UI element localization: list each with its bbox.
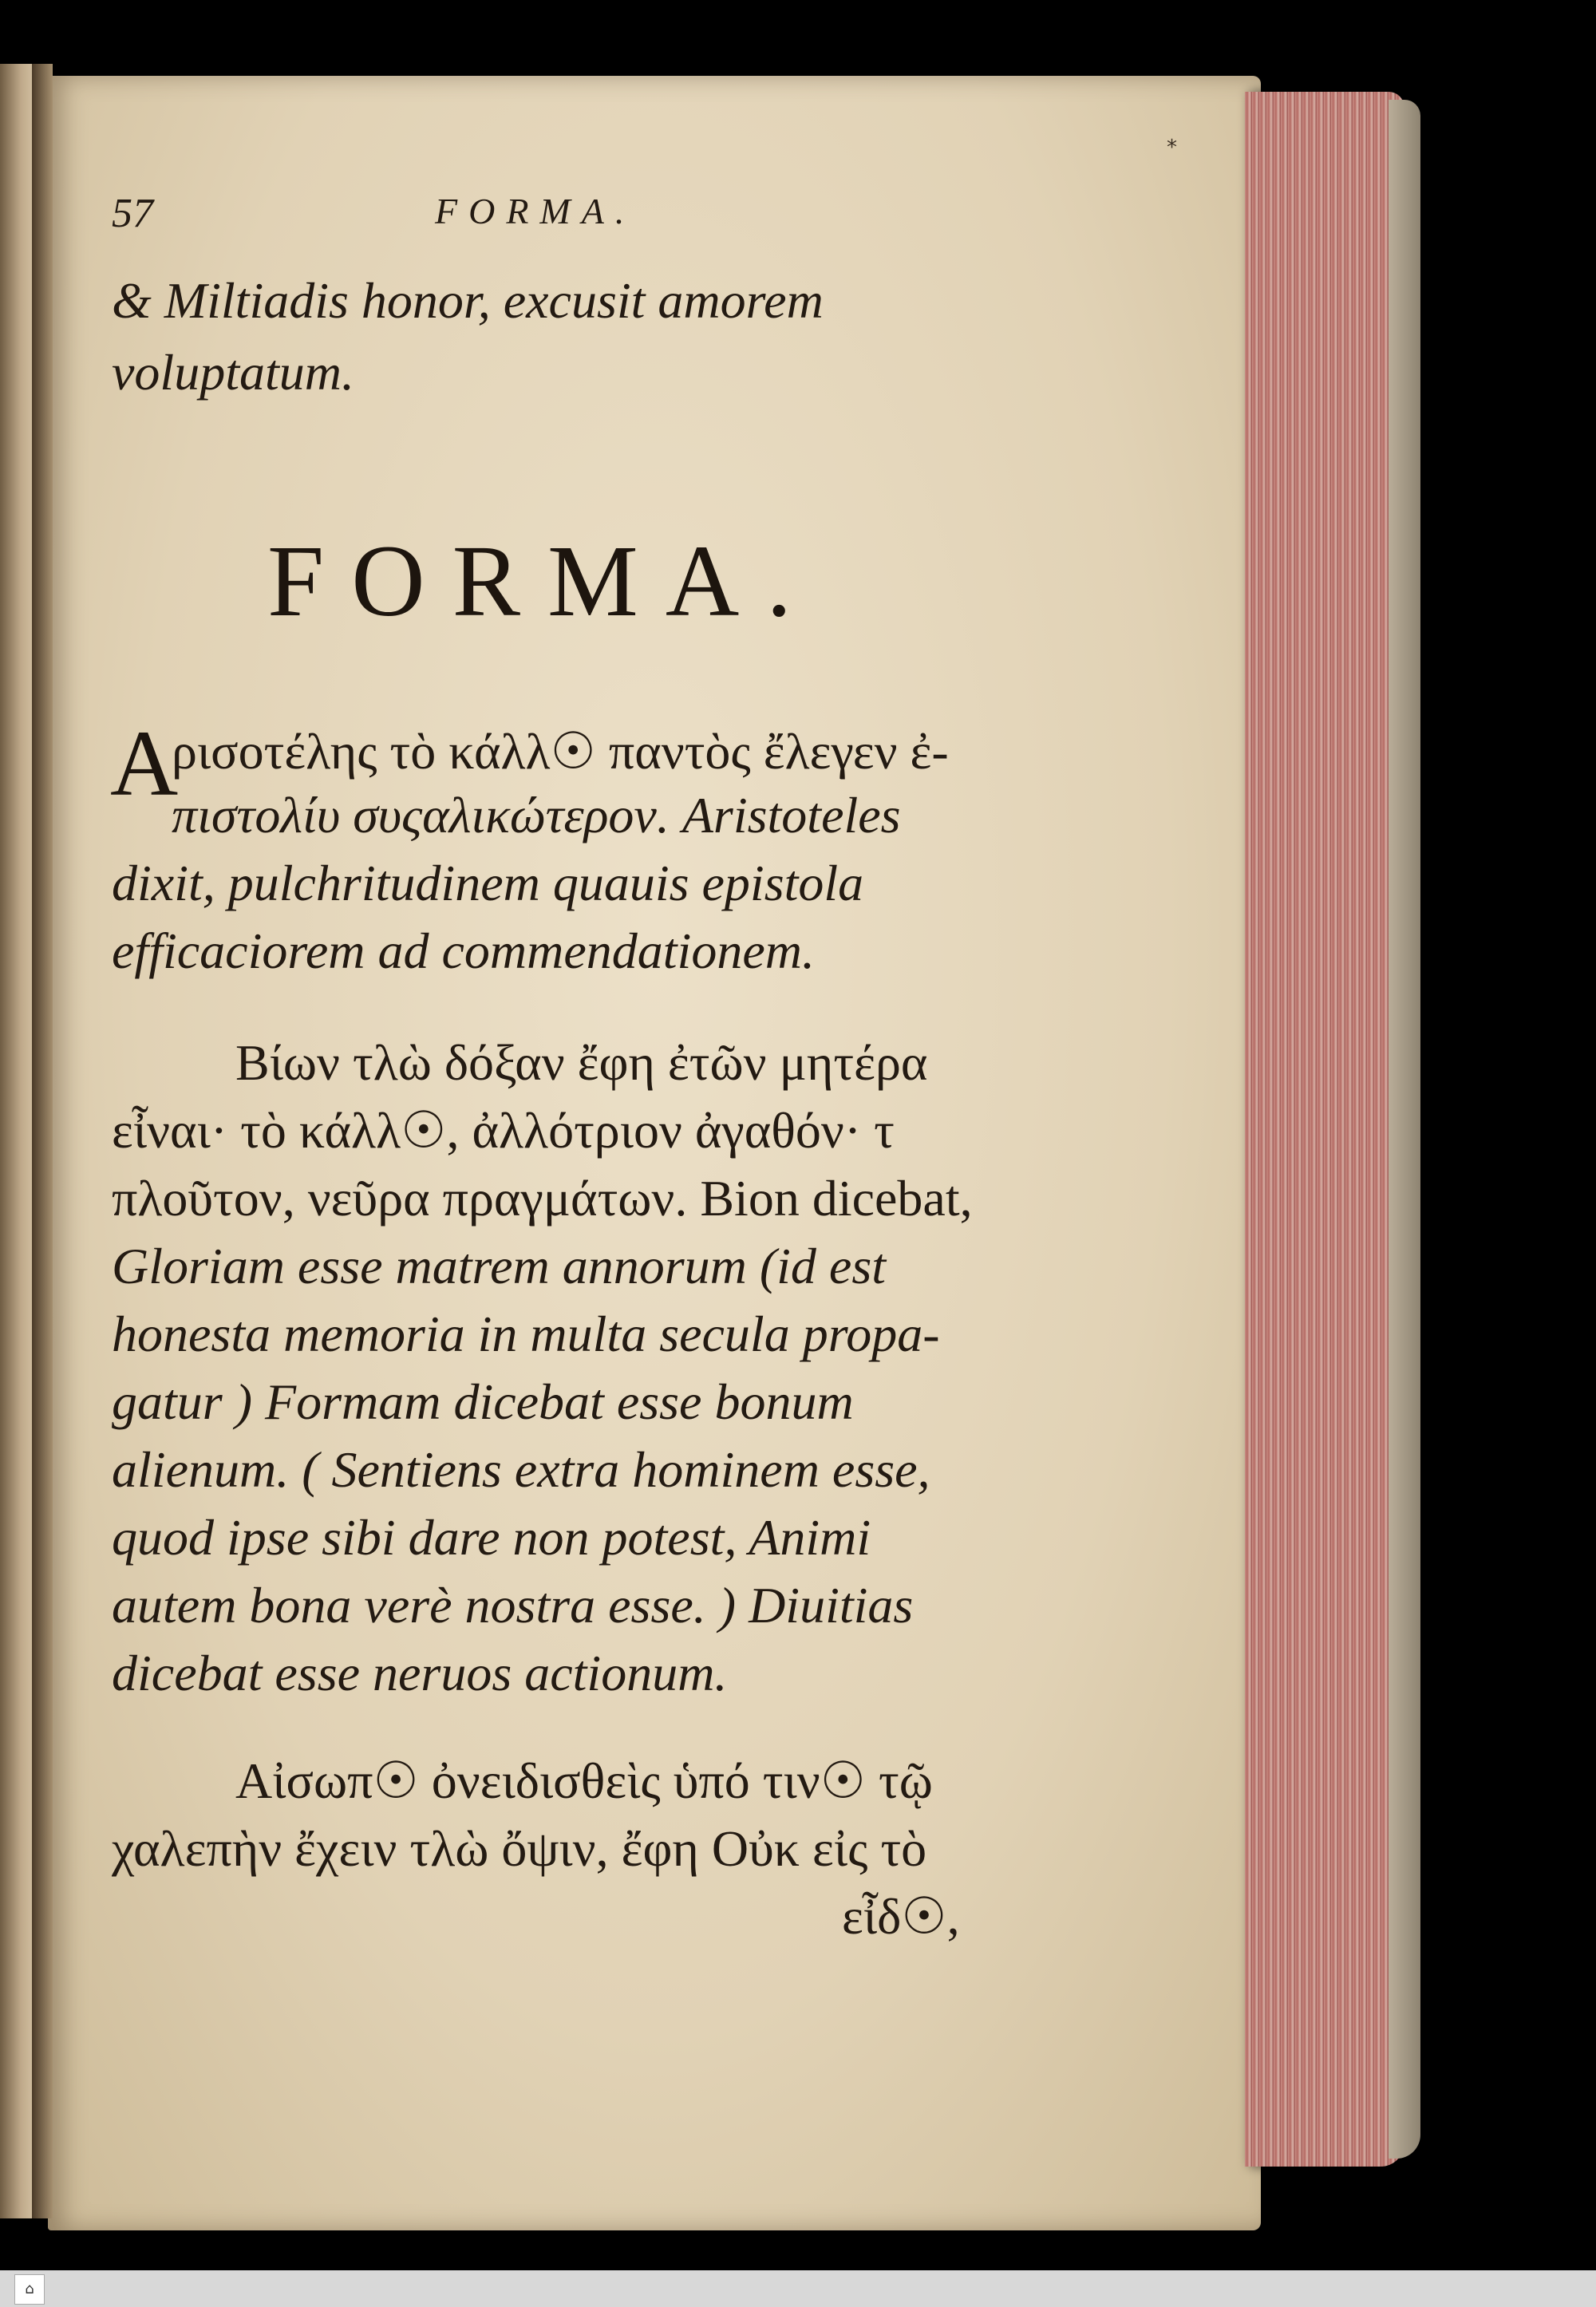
text-line: alienum. ( Sentiens extra hominem esse, [112, 1441, 930, 1498]
text-line: Gloriam esse matrem annorum (id est [112, 1238, 886, 1294]
text-line: honesta memoria in multa secula propa- [112, 1306, 940, 1362]
text-line: quod ipse sibi dare non potest, Animi [112, 1509, 871, 1566]
text-line: dicebat esse neruos actionum. [112, 1645, 728, 1701]
text-line: & Miltiadis honor, excusit amorem [112, 272, 824, 329]
viewer-footer-bar [0, 2270, 1596, 2307]
text-line: Αἰσωπ☉ ὀνειδισθεὶς ὑπό τιν☉ τῷ [235, 1752, 933, 1809]
text-line: efficaciorem ad commendationem. [112, 922, 815, 979]
cover-edge [1389, 100, 1420, 2159]
drop-cap: A [110, 711, 179, 816]
text-line: gatur ) Formam dicebat esse bonum [112, 1373, 854, 1430]
text-line: εἶδ☉, [842, 1888, 960, 1945]
page-number: 57 [112, 191, 153, 236]
margin-mark: * [1167, 136, 1177, 160]
text-line: dixit, pulchritudinem quauis epistola [112, 855, 864, 911]
text-line: Βίων τλὼ δόξαν ἔφη ἐτῶν μητέρα [235, 1034, 928, 1091]
running-head: FORMA. [435, 191, 636, 231]
text-line: ρισοτέλης τὸ κάλλ☉ παντὸς ἔλεγεν ἐ- [172, 723, 949, 780]
text-line: autem bona verè nostra esse. ) Diuitias [112, 1577, 914, 1633]
section-title: FORMA. [267, 524, 820, 638]
text-line: πλοῦτον, νεῦρα πραγμάτων. Bion dicebat, [112, 1170, 973, 1227]
library-logo-icon: ⌂ [14, 2274, 45, 2305]
text-line: voluptatum. [112, 344, 354, 401]
text-line: πιστολίυ συςαλικώτερον. Aristoteles [172, 787, 901, 843]
page-edges [1245, 92, 1404, 2167]
text-line: χαλεπὴν ἔχειν τλὼ ὄψιν, ἔφη Οὐκ εἰς τὸ [112, 1820, 927, 1877]
text-line: εἶναι· τὸ κάλλ☉, ἀλλότριον ἀγαθόν· τ [112, 1102, 895, 1159]
book-gutter [32, 64, 53, 2218]
